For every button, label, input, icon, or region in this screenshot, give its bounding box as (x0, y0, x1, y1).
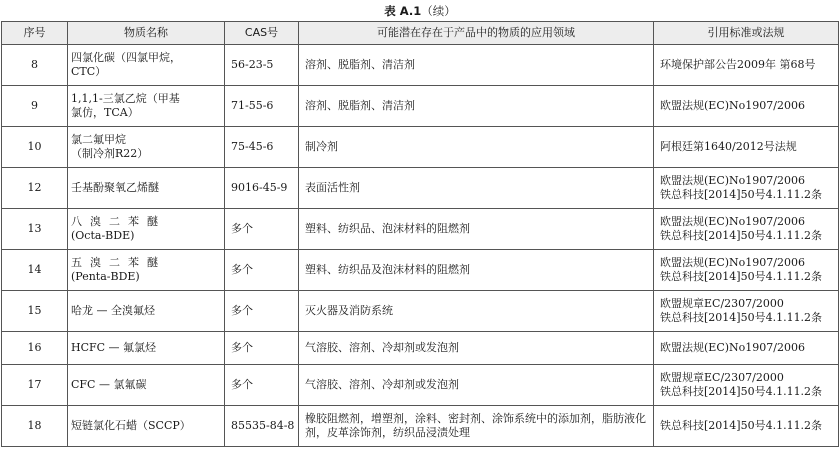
col-header-ref: 引用标准或法规 (654, 22, 839, 45)
regulation-line: 欧盟法规(EC)No1907/2006 (660, 341, 805, 354)
regulation-line: 铁总科技[2014]50号4.1.11.2条 (660, 385, 823, 398)
row-number: 12 (2, 168, 68, 209)
regulation-reference (654, 365, 839, 406)
table-row (2, 406, 839, 447)
table-row (2, 45, 839, 86)
regulation-line: 欧盟法规(EC)No1907/2006 (660, 174, 805, 187)
row-number: 15 (2, 291, 68, 332)
row-number: 8 (2, 45, 68, 86)
cas-number: 多个 (225, 291, 299, 332)
substance-name-line: 哈龙 — 全溴氟烃 (71, 304, 155, 317)
substance-name (68, 365, 225, 406)
regulation-reference (654, 291, 839, 332)
application-field: 溶剂、脱脂剂、清洁剂 (299, 45, 654, 86)
table-header-row (2, 22, 839, 45)
cas-number: 75-45-6 (225, 127, 299, 168)
row-number: 9 (2, 86, 68, 127)
row-number: 13 (2, 209, 68, 250)
row-number: 17 (2, 365, 68, 406)
application-field: 制冷剂 (299, 127, 654, 168)
substance-name-line: 1,1,1-三氯乙烷（甲基 (71, 92, 180, 105)
table-row (2, 332, 839, 365)
table-row (2, 209, 839, 250)
table-caption-suffix: （续） (421, 4, 456, 18)
table-row (2, 291, 839, 332)
application-field: 塑料、纺织品及泡沫材料的阻燃剂 (299, 250, 654, 291)
regulation-line: 铁总科技[2014]50号4.1.11.2条 (660, 311, 823, 324)
application-field: 气溶胶、溶剂、冷却剂或发泡剂 (299, 332, 654, 365)
substance-name-line: CTC） (71, 65, 107, 78)
regulation-reference (654, 86, 839, 127)
regulation-reference (654, 406, 839, 447)
substance-name (68, 127, 225, 168)
regulation-line: 铁总科技[2014]50号4.1.11.2条 (660, 229, 823, 242)
application-field: 灭火器及消防系统 (299, 291, 654, 332)
substance-name (68, 250, 225, 291)
cas-number: 71-55-6 (225, 86, 299, 127)
substance-name (68, 332, 225, 365)
regulation-line: 铁总科技[2014]50号4.1.11.2条 (660, 188, 823, 201)
cas-number: 多个 (225, 365, 299, 406)
table-row (2, 250, 839, 291)
substance-name (68, 86, 225, 127)
table-row (2, 365, 839, 406)
table-row (2, 127, 839, 168)
substance-name (68, 291, 225, 332)
row-number: 14 (2, 250, 68, 291)
table-caption (0, 2, 840, 20)
regulation-line: 阿根廷第1640/2012号法规 (660, 140, 797, 153)
regulation-line: 欧盟法规(EC)No1907/2006 (660, 256, 805, 269)
substance-name-line: 氯二氟甲烷 (71, 133, 126, 146)
application-field-text: 橡胶阻燃剂，增塑剂，涂料、密封剂、涂饰系统中的添加剂，脂肪液化剂，皮革涂饰剂，纺织品浸渍处理 (305, 412, 646, 439)
substance-name-line: 五溴二苯醚 (71, 256, 166, 269)
substance-name (68, 45, 225, 86)
substance-name-line: 壬基酚聚氧乙烯醚 (71, 181, 159, 194)
application-field: 气溶胶、溶剂、冷却剂或发泡剂 (299, 365, 654, 406)
application-field (299, 406, 654, 447)
regulation-reference (654, 250, 839, 291)
regulation-reference (654, 127, 839, 168)
application-field: 溶剂、脱脂剂、清洁剂 (299, 86, 654, 127)
cas-number: 多个 (225, 209, 299, 250)
cas-number: 56-23-5 (225, 45, 299, 86)
regulation-reference (654, 332, 839, 365)
substance-name-line: (Octa-BDE) (71, 229, 135, 242)
regulation-line: 欧盟法规(EC)No1907/2006 (660, 99, 805, 112)
substance-name-line: 四氯化碳（四氯甲烷， (71, 51, 181, 64)
substance-table (1, 21, 839, 447)
col-header-no: 序号 (2, 22, 68, 45)
regulation-line: 铁总科技[2014]50号4.1.11.2条 (660, 419, 823, 432)
substance-name (68, 168, 225, 209)
cas-number: 多个 (225, 250, 299, 291)
cas-number: 多个 (225, 332, 299, 365)
application-field: 塑料、纺织品、泡沫材料的阻燃剂 (299, 209, 654, 250)
substance-name-line: (Penta-BDE) (71, 270, 140, 283)
table-row (2, 168, 839, 209)
row-number: 16 (2, 332, 68, 365)
regulation-line: 环境保护部公告2009年 第68号 (660, 58, 816, 71)
regulation-line: 欧盟法规(EC)No1907/2006 (660, 215, 805, 228)
substance-name-line: 八溴二苯醚 (71, 215, 166, 228)
col-header-cas: CAS号 (225, 22, 299, 45)
col-header-use: 可能潜在存在于产品中的物质的应用领域 (299, 22, 654, 45)
regulation-line: 铁总科技[2014]50号4.1.11.2条 (660, 270, 823, 283)
substance-name (68, 406, 225, 447)
substance-name-line: （制冷剂R22） (71, 147, 149, 160)
col-header-name: 物质名称 (68, 22, 225, 45)
regulation-reference (654, 209, 839, 250)
regulation-reference (654, 168, 839, 209)
application-field: 表面活性剂 (299, 168, 654, 209)
table-caption-label: 表 A.1 (384, 4, 422, 18)
cas-number: 9016-45-9 (225, 168, 299, 209)
substance-name-line: 短链氯化石蜡（SCCP） (71, 419, 191, 432)
table-row (2, 86, 839, 127)
substance-name-line: CFC — 氯氟碳 (71, 378, 147, 391)
substance-name-line: 氯仿，TCA） (71, 106, 139, 119)
substance-name-line: HCFC — 氟氯烃 (71, 341, 157, 354)
regulation-reference (654, 45, 839, 86)
row-number: 10 (2, 127, 68, 168)
regulation-line: 欧盟规章EC/2307/2000 (660, 371, 784, 384)
row-number: 18 (2, 406, 68, 447)
regulation-line: 欧盟规章EC/2307/2000 (660, 297, 784, 310)
substance-name (68, 209, 225, 250)
cas-number: 85535-84-8 (225, 406, 299, 447)
